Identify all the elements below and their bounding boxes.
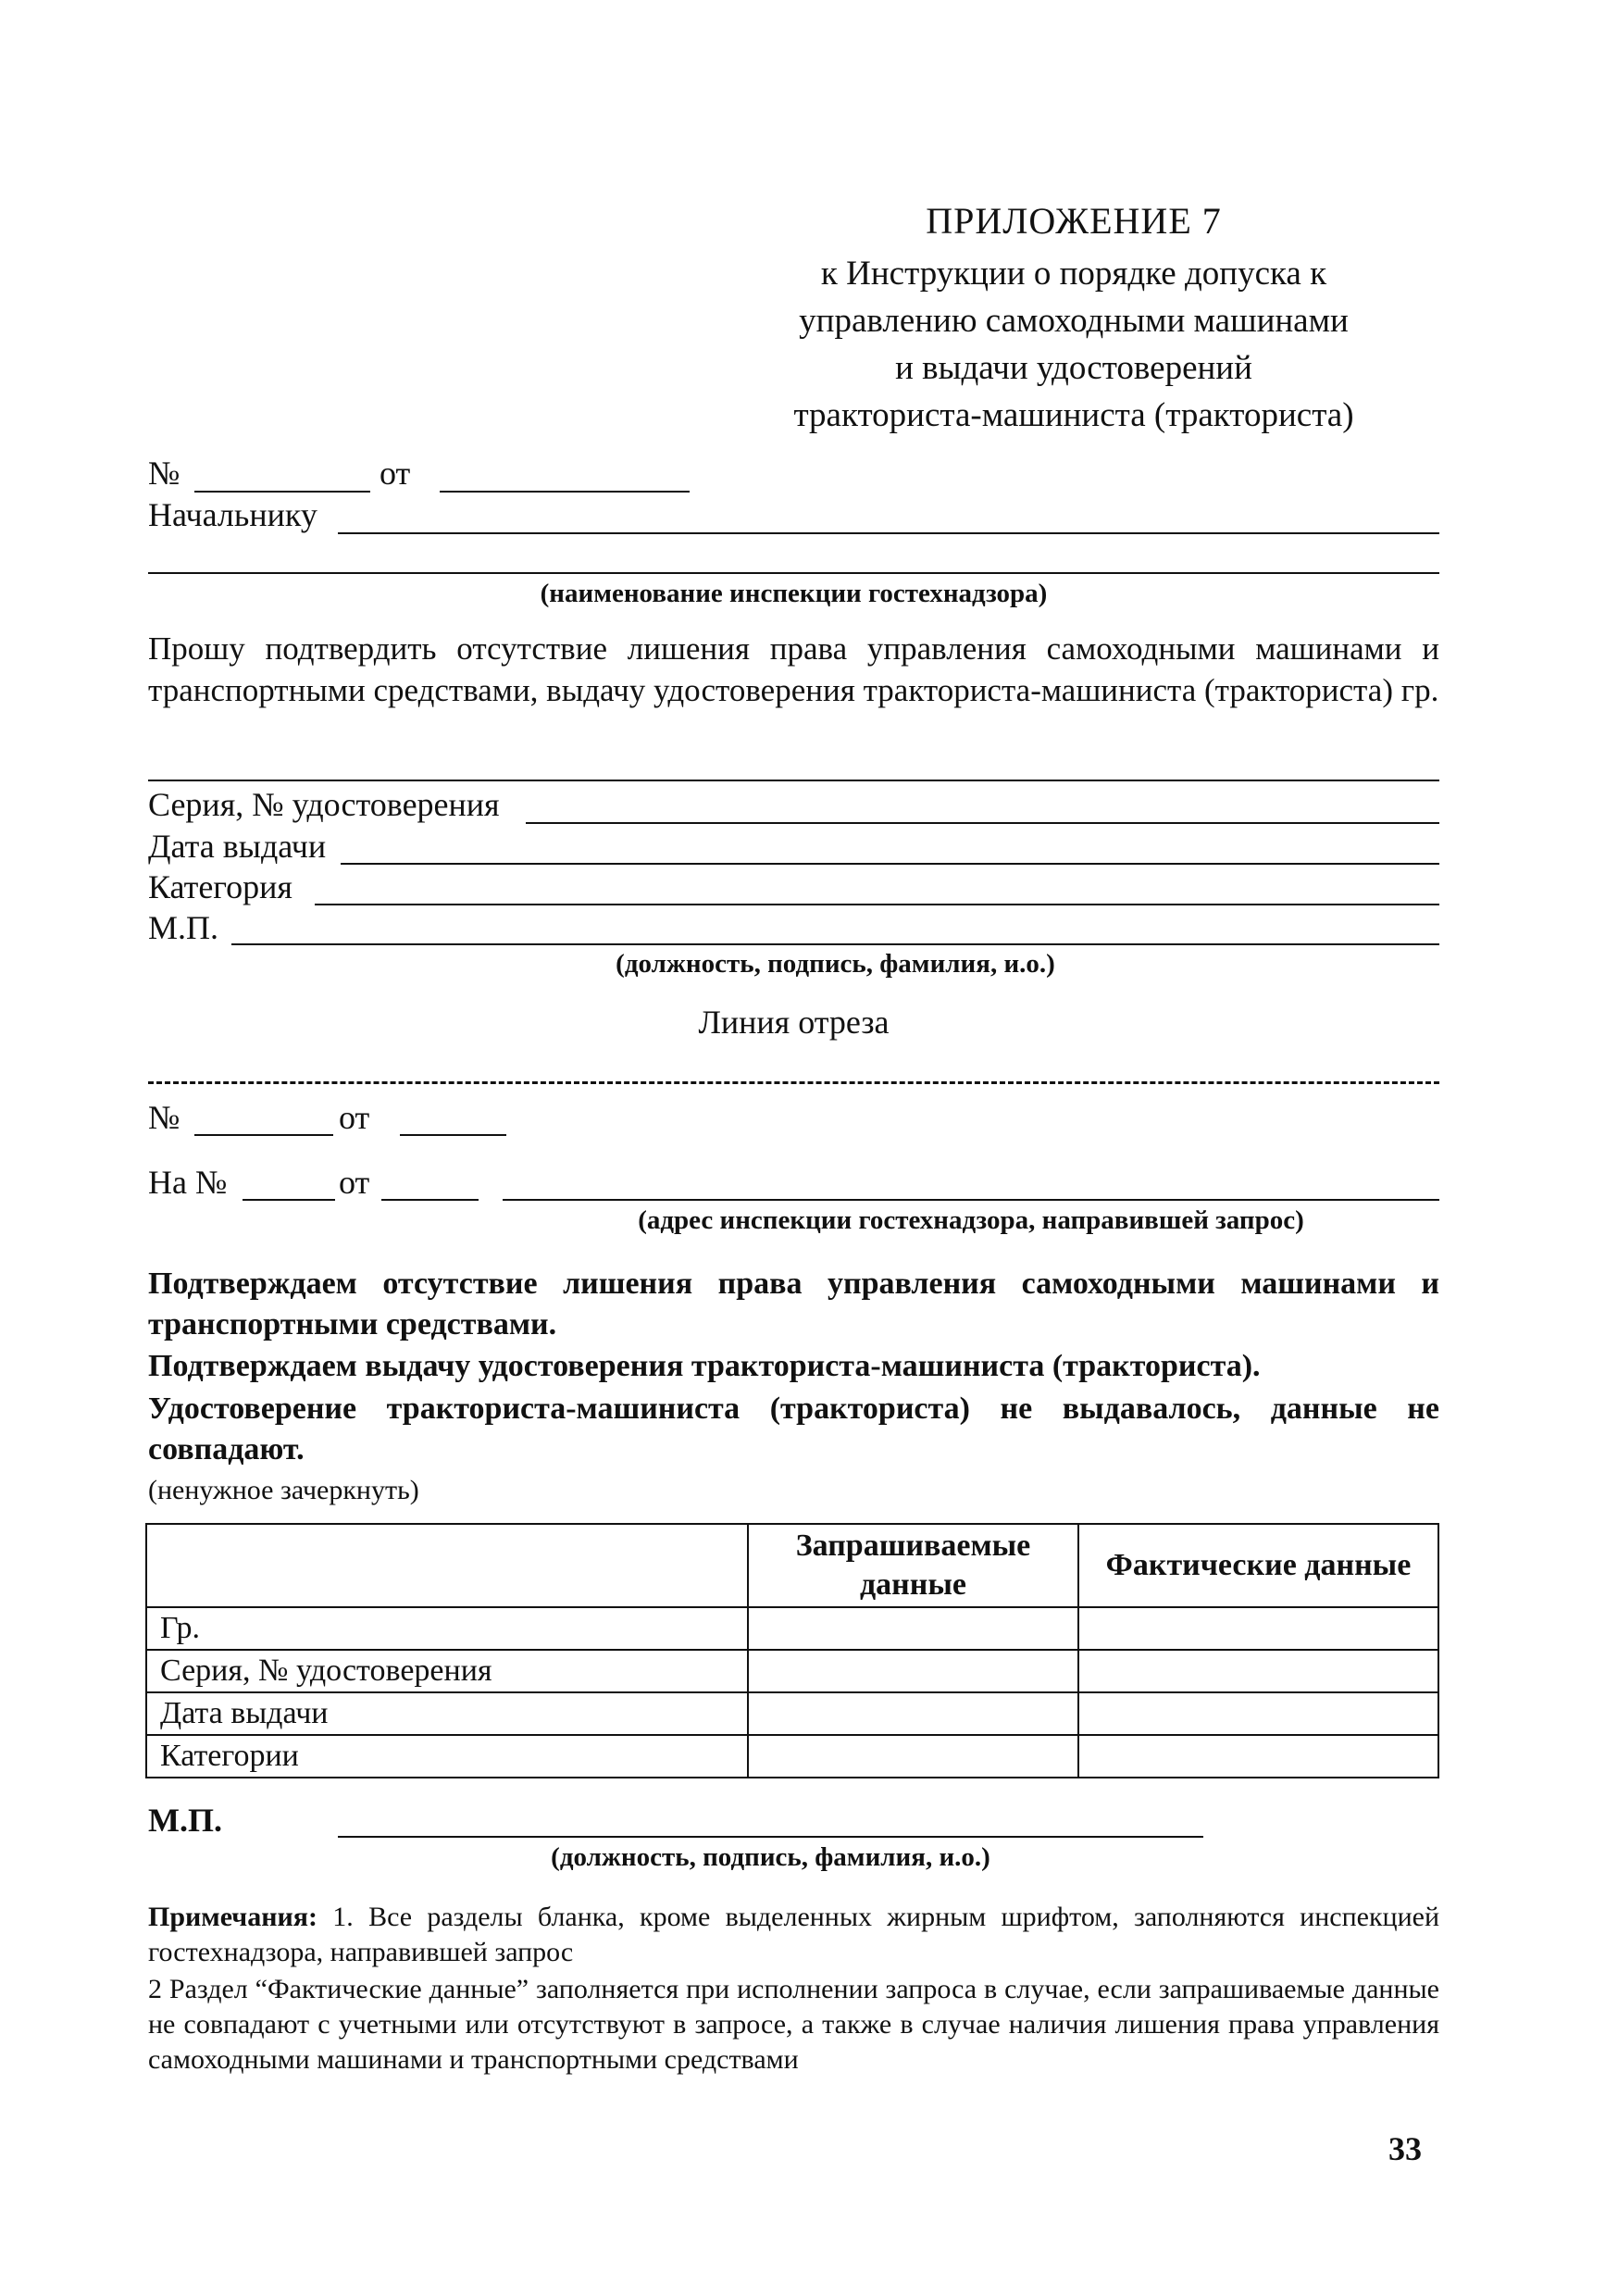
- reply-number-label: №: [148, 1099, 180, 1136]
- request-number-label: №: [148, 455, 180, 492]
- appendix-line-3: и выдачи удостоверений: [895, 349, 1252, 387]
- reply-stamp-label: М.П.: [148, 1802, 222, 1839]
- actual-cell[interactable]: [1078, 1735, 1438, 1778]
- table-header-empty: [146, 1524, 748, 1607]
- requested-cell[interactable]: [748, 1735, 1078, 1778]
- category-label: Категория: [148, 868, 292, 905]
- table-row: [146, 1607, 1438, 1650]
- comparison-table: [145, 1523, 1439, 1778]
- table-header-row: [146, 1524, 1438, 1607]
- row-label: Гр.: [146, 1607, 748, 1650]
- requested-cell[interactable]: [748, 1650, 1078, 1692]
- table-row: [146, 1650, 1438, 1692]
- statement-3: Удостоверение тракториста-машиниста (тракториста) не выдавалось, данные не совпадают.: [148, 1391, 1439, 1466]
- row-label: Категории: [146, 1735, 748, 1778]
- note-2-text: 2 Раздел “Фактические данные” заполняется при исполнении запроса в случае, если запрашиваемые данные не совпадают с учетными или отсутствуют в запросе, а также в случае наличия лишения права управления самоходными машинами и транспортными средствами: [148, 1974, 1439, 2075]
- request-number-field[interactable]: [194, 491, 370, 493]
- requested-cell[interactable]: [748, 1607, 1078, 1650]
- request-from-label: от: [380, 455, 411, 492]
- row-label: Дата выдачи: [146, 1692, 748, 1735]
- strike-note: (ненужное зачеркнуть): [148, 1475, 419, 1505]
- notes-label: Примечания:: [148, 1902, 318, 1932]
- series-field[interactable]: [526, 822, 1439, 824]
- notes-1: [148, 1900, 1439, 1970]
- appendix-line-2: управлению самоходными машинами: [799, 302, 1349, 340]
- on-number-label: На №: [148, 1164, 228, 1201]
- header-actual: Фактические данные: [1078, 1524, 1438, 1607]
- citizen-name-field[interactable]: [148, 780, 1439, 781]
- on-date-field[interactable]: [381, 1199, 479, 1201]
- actual-cell[interactable]: [1078, 1692, 1438, 1735]
- addressee-field-2[interactable]: [148, 572, 1439, 574]
- table-row: [146, 1735, 1438, 1778]
- page-number: 33: [1388, 2130, 1422, 2167]
- header-requested: Запрашиваемые данные: [748, 1524, 1078, 1607]
- reply-signature-caption: (должность, подпись, фамилия, и.о.): [551, 1842, 990, 1872]
- reply-from-label: от: [339, 1099, 370, 1136]
- actual-cell[interactable]: [1078, 1607, 1438, 1650]
- cut-line-label: Линия отреза: [698, 1004, 890, 1041]
- requested-cell[interactable]: [748, 1692, 1078, 1735]
- statement-2: Подтверждаем выдачу удостоверения тракториста-машиниста (тракториста).: [148, 1349, 1261, 1383]
- address-field[interactable]: [503, 1199, 1439, 1201]
- on-from-label: от: [339, 1164, 370, 1201]
- stamp-label: М.П.: [148, 909, 219, 946]
- category-field[interactable]: [315, 904, 1439, 905]
- appendix-header: [703, 199, 1444, 439]
- addressee-label: Начальнику: [148, 496, 317, 533]
- reply-date-field[interactable]: [400, 1134, 506, 1136]
- request-body: Прошу подтвердить отсутствие лишения права управления самоходными машинами и транспортными средствами, выдачу удостоверения тракториста-машиниста (тракториста) гр.: [148, 630, 1439, 708]
- row-label: Серия, № удостоверения: [146, 1650, 748, 1692]
- address-caption: (адрес инспекции гостехнадзора, направившей запрос): [638, 1205, 1304, 1235]
- signature-field[interactable]: [231, 943, 1439, 945]
- issue-date-field[interactable]: [341, 863, 1439, 865]
- reply-number-field[interactable]: [194, 1134, 333, 1136]
- cut-line: [148, 1081, 1439, 1084]
- actual-cell[interactable]: [1078, 1650, 1438, 1692]
- appendix-line-4: тракториста-машиниста (тракториста): [793, 396, 1354, 434]
- reply-signature-field[interactable]: [338, 1836, 1203, 1838]
- table-row: [146, 1692, 1438, 1735]
- on-number-field[interactable]: [243, 1199, 335, 1201]
- appendix-line-1: к Инструкции о порядке допуска к: [820, 255, 1327, 293]
- series-label: Серия, № удостоверения: [148, 786, 500, 823]
- note-1-text: 1. Все разделы бланка, кроме выделенных жирным шрифтом, заполняются инспекцией гостехнадзора, направившей запрос: [148, 1902, 1439, 1967]
- request-date-field[interactable]: [440, 491, 690, 493]
- issue-date-label: Дата выдачи: [148, 828, 327, 865]
- addressee-field[interactable]: [338, 532, 1439, 534]
- appendix-title: ПРИЛОЖЕНИЕ 7: [926, 200, 1222, 242]
- statement-1: Подтверждаем отсутствие лишения права управления самоходными машинами и транспортными средствами.: [148, 1267, 1439, 1341]
- signature-caption: (должность, подпись, фамилия, и.о.): [616, 949, 1055, 979]
- inspection-caption: (наименование инспекции гостехнадзора): [540, 579, 1048, 608]
